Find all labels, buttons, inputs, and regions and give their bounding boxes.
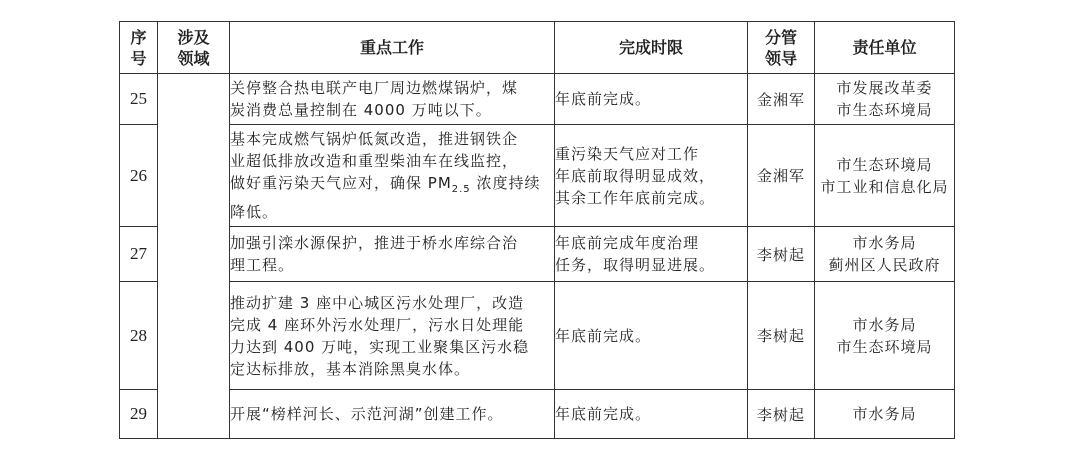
unit-cell: 市水务局 [815, 390, 955, 439]
header-unit: 责任单位 [815, 22, 955, 74]
deadline-cell: 重污染天气应对工作 年底前取得明显成效， 其余工作年底前完成。 [555, 125, 748, 227]
task-cell: 关停整合热电联产电厂周边燃煤锅炉，煤 炭消费总量控制在 4000 万吨以下。 [230, 74, 555, 125]
deadline-cell: 年底前完成年度治理 任务，取得明显进展。 [555, 227, 748, 282]
unit-cell: 市发展改革委 市生态环境局 [815, 74, 955, 125]
table-row [120, 125, 955, 227]
task-cell: 基本完成燃气锅炉低氮改造，推进钢铁企 业超低排放改造和重型柴油车在线监控， 做好重污染天气应对，确保 $PM_{2.5}$ 浓度持续 降低。 [230, 125, 555, 227]
row-number: 29 [120, 390, 158, 439]
header-domain: 涉及 领域 [158, 22, 230, 74]
domain-cell [158, 74, 230, 439]
task-cell: 开展“榜样河长、示范河湖”创建工作。 [230, 390, 555, 439]
header-num: 序 号 [120, 22, 158, 74]
row-number: 27 [120, 227, 158, 282]
row-number: 25 [120, 74, 158, 125]
task-cell: 加强引滦水源保护，推进于桥水库综合治 理工程。 [230, 227, 555, 282]
unit-cell: 市水务局 市生态环境局 [815, 282, 955, 390]
table-row [120, 390, 955, 439]
deadline-cell: 年底前完成。 [555, 74, 748, 125]
leader-cell: 李树起 [748, 227, 815, 282]
leader-cell: 金湘军 [748, 74, 815, 125]
table-row [120, 227, 955, 282]
header-deadline: 完成时限 [555, 22, 748, 74]
leader-cell: 李树起 [748, 390, 815, 439]
header-task: 重点工作 [230, 22, 555, 74]
table-row [120, 74, 955, 125]
leader-cell: 金湘军 [748, 125, 815, 227]
row-number: 28 [120, 282, 158, 390]
table-header-row [120, 22, 955, 74]
leader-cell: 李树起 [748, 282, 815, 390]
deadline-cell: 年底前完成。 [555, 282, 748, 390]
unit-cell: 市水务局 蓟州区人民政府 [815, 227, 955, 282]
header-leader: 分管 领导 [748, 22, 815, 74]
deadline-cell: 年底前完成。 [555, 390, 748, 439]
table-row [120, 282, 955, 390]
task-cell: 推动扩建 3 座中心城区污水处理厂，改造 完成 4 座环外污水处理厂，污水日处理能 力达到 400 万吨，实现工业聚集区污水稳 定达标排放，基本消除黑臭水体。 [230, 282, 555, 390]
work-plan-table [119, 21, 955, 439]
row-number: 26 [120, 125, 158, 227]
unit-cell: 市生态环境局 市工业和信息化局 [815, 125, 955, 227]
